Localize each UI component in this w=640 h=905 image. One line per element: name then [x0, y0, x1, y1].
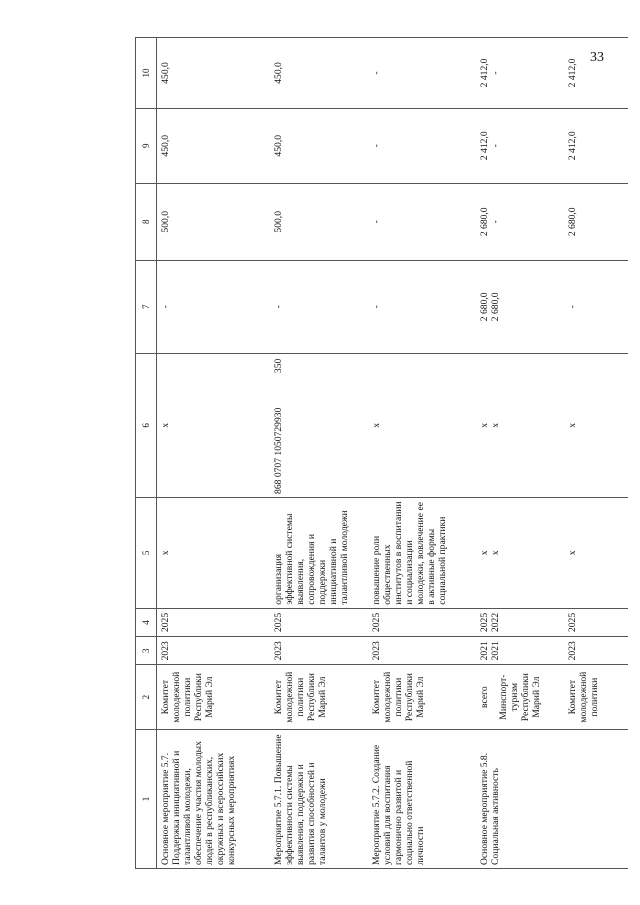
- activity-name: [564, 729, 629, 868]
- end-year: 2025: [564, 608, 629, 636]
- expected-result: организация эффективной системы выявления, сопровождения и поддержки инициативной и талантливой молодежи: [270, 497, 368, 608]
- activity-name: Мероприятие 5.7.2. Создание условий для воспитания гармонично развитой и социально ответственной личности: [368, 729, 476, 868]
- budget-code: 868 0707 1050729930: [272, 407, 284, 494]
- header-cell: 9: [136, 108, 157, 183]
- value-col8-cell: [476, 183, 564, 260]
- end-year: 2025: [478, 612, 490, 633]
- end-year-cell: [476, 608, 564, 636]
- end-year: 2025: [270, 608, 368, 636]
- value-col10: 450,0: [270, 38, 368, 109]
- value-col9-sub: -: [489, 144, 501, 148]
- expense-type: 350: [272, 358, 284, 374]
- program-table: [135, 37, 628, 869]
- value-col10: -: [368, 38, 476, 109]
- budget-code: х: [368, 353, 476, 497]
- value-col8: -: [368, 183, 476, 260]
- value-col7: 2 680,0: [478, 292, 490, 322]
- start-year: 2021: [478, 641, 490, 661]
- header-cell: 2: [136, 665, 157, 729]
- header-cell: 3: [136, 637, 157, 665]
- expected-result: повышение роли общественных институтов в воспитании и социализации молодежи, вовлечение ее в активные формы социальной практики: [368, 497, 476, 608]
- start-year-sub: 2021: [489, 641, 501, 661]
- value-col10-sub: -: [489, 71, 501, 75]
- header-cell: 8: [136, 183, 157, 260]
- value-col7-sub: 2 680,0: [489, 292, 501, 322]
- value-col7-cell: [476, 260, 564, 353]
- header-cell: 1: [136, 729, 157, 868]
- budget-code-sub: х: [489, 422, 501, 428]
- value-col7: -: [368, 260, 476, 353]
- budget-code-cell: [476, 353, 564, 497]
- executor: Комитет молодежной политики Республики Марий Эл: [157, 665, 270, 729]
- start-year: 2023: [157, 637, 270, 665]
- start-year: 2023: [270, 637, 368, 665]
- value-col8: 500,0: [270, 183, 368, 260]
- value-col10-cell: [476, 38, 564, 109]
- table-row: [564, 38, 629, 869]
- budget-code: х: [157, 353, 270, 497]
- expected-result: х: [478, 550, 490, 556]
- header-cell: 5: [136, 497, 157, 608]
- value-col7: -: [157, 260, 270, 353]
- value-col9-cell: [476, 108, 564, 183]
- table-row: [270, 38, 368, 869]
- header-cell: 4: [136, 608, 157, 636]
- executor: всего: [478, 686, 490, 708]
- executor-sub: Минспорт-туризм Республики Марий Эл: [497, 673, 542, 722]
- table-area: [135, 37, 628, 869]
- value-col9: 450,0: [157, 108, 270, 183]
- activity-name: Основное мероприятие 5.8. Социальная активность: [476, 729, 564, 868]
- start-year: 2023: [368, 637, 476, 665]
- end-year: 2025: [368, 608, 476, 636]
- budget-code-cell: [270, 353, 368, 497]
- executor: Комитет молодежной политики Республики Марий Эл: [270, 665, 368, 729]
- value-col9: 450,0: [270, 108, 368, 183]
- expected-result: х: [564, 497, 629, 608]
- executor: Комитет молодежной политики Республики Марий Эл: [368, 665, 476, 729]
- header-row: [136, 38, 157, 869]
- table-row: [368, 38, 476, 869]
- header-cell: 7: [136, 260, 157, 353]
- value-col8: 500,0: [157, 183, 270, 260]
- budget-code: х: [478, 422, 490, 428]
- activity-name: Мероприятие 5.7.1. Повышение эффективности системы выявления, поддержки и развития способностей и талантов у молодежи: [270, 729, 368, 868]
- executor: Комитет молодежной политики: [564, 665, 629, 729]
- budget-code: х: [564, 353, 629, 497]
- value-col8: 2 680,0: [564, 183, 629, 260]
- page-number: 33: [590, 50, 604, 65]
- table-row: [476, 38, 564, 869]
- expected-result-cell: [476, 497, 564, 608]
- value-col10: 450,0: [157, 38, 270, 109]
- value-col9: 2 412,0: [478, 131, 490, 161]
- table-row: [157, 38, 270, 869]
- header-cell: 10: [136, 38, 157, 109]
- expected-result: х: [157, 497, 270, 608]
- value-col7: -: [270, 260, 368, 353]
- executor-cell: [476, 665, 564, 729]
- start-year-cell: [476, 637, 564, 665]
- end-year-sub: 2022: [489, 612, 501, 633]
- end-year: 2025: [157, 608, 270, 636]
- value-col8: 2 680,0: [478, 207, 490, 237]
- value-col10: 2 412,0: [564, 38, 629, 109]
- start-year: 2023: [564, 637, 629, 665]
- value-col9: -: [368, 108, 476, 183]
- expected-result-sub: х: [489, 550, 501, 556]
- value-col9: 2 412,0: [564, 108, 629, 183]
- value-col8-sub: -: [489, 220, 501, 224]
- value-col7: -: [564, 260, 629, 353]
- header-cell: 6: [136, 353, 157, 497]
- value-col10: 2 412,0: [478, 58, 490, 88]
- activity-name: Основное мероприятие 5.7. Поддержка инициативной и талантливой молодежи, обеспечение участия молодых людей в республиканских, окружных и всероссийских конкурсных мероприятиях: [157, 729, 270, 868]
